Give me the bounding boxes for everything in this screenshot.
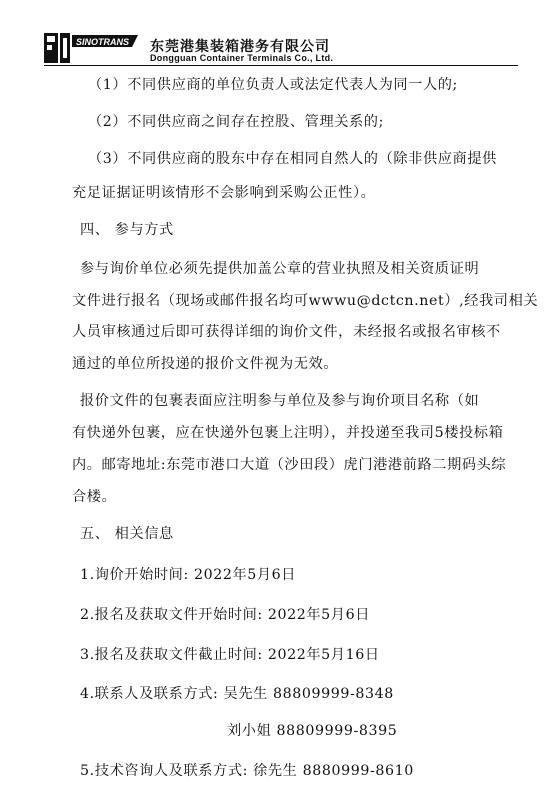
section4-para1-line1: 参与询价单位必须先提供加盖公章的营业执照及相关资质证明 [80, 261, 480, 277]
info-tech-contact: 5.技术咨询人及联系方式: 徐先生 8880999-8610 [80, 763, 414, 779]
condition-3: （3）不同供应商的股东中存在相同自然人的（除非供应商提供 [88, 151, 497, 167]
info-registration-start: 2.报名及获取文件开始时间: 2022年5月6日 [80, 607, 371, 623]
info-contact: 4.联系人及联系方式: 吴先生 88809999-8348 [80, 686, 394, 702]
condition-2: （2）不同供应商之间存在控股、管理关系的; [88, 114, 384, 130]
section4-para2-line3: 内。邮寄地址:东莞市港口大道（沙田段）虎门港港前路二期码头综 [72, 457, 507, 473]
condition-3-cont: 充足证据证明该情形不会影响到采购公正性）。 [72, 185, 376, 201]
logo-text: SINOTRANS [76, 37, 130, 47]
section4-para2-line4: 合楼。 [72, 489, 117, 505]
info-start-time: 1.询价开始时间: 2022年5月6日 [80, 567, 297, 583]
company-logo [44, 33, 140, 63]
section4-para1-line3: 人员审核通过后即可获得详细的询价文件，未经报名或报名审核不 [72, 324, 501, 340]
company-name-en: Dongguan Container Terminals Co., Ltd. [150, 53, 334, 63]
info-contact-2: 刘小姐 88809999-8395 [227, 723, 398, 739]
info-registration-end: 3.报名及获取文件截止时间: 2022年5月16日 [80, 647, 380, 663]
section5-heading: 五、 相关信息 [80, 526, 174, 542]
company-name-cn: 东莞港集装箱港务有限公司 [150, 39, 330, 55]
condition-1: （1）不同供应商的单位负责人或法定代表人为同一人的; [88, 77, 458, 93]
section4-para2-line1: 报价文件的包裹表面应注明参与单位及参与询价项目名称（如 [80, 393, 480, 409]
section4-para1-line2: 文件进行报名（现场或邮件报名均可wwwu@dctcn.net）,经我司相关 [72, 293, 539, 309]
letterhead [0, 0, 554, 70]
section4-para2-line2: 有快递外包裹，应在快递外包裹上注明），并投递至我司5楼投标箱 [72, 425, 504, 441]
section4-para1-line4: 通过的单位所投递的报价文件视为无效。 [72, 356, 339, 372]
section4-heading: 四、 参与方式 [80, 222, 174, 238]
header-rule [44, 65, 518, 66]
